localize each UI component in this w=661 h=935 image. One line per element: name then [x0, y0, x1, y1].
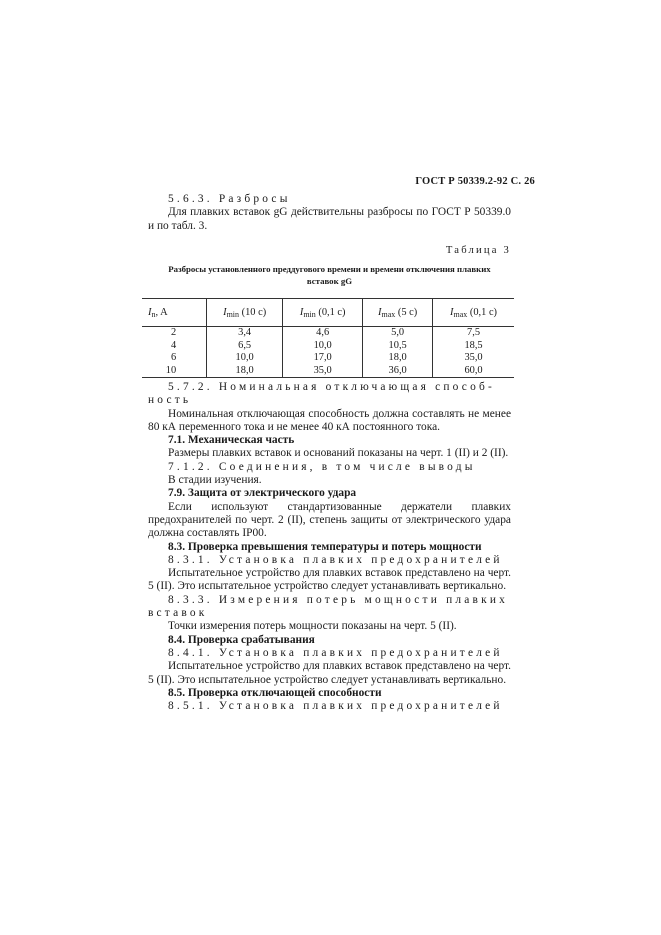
table-label: Таблица 3	[445, 244, 511, 256]
paragraph: В стадии изучения.	[168, 474, 262, 487]
column-header-text: (0,1 с)	[467, 306, 498, 318]
section-heading: 5.7.2. Номинальная отключающая способ-	[168, 381, 495, 393]
current-symbol: I	[148, 306, 152, 318]
section-5-6-3	[148, 193, 511, 287]
body-text	[148, 381, 511, 713]
table-cell: 5,0	[363, 327, 433, 340]
table-cell: 6,5	[207, 340, 283, 353]
table-body	[142, 327, 514, 378]
section-heading-continuation: ность	[148, 394, 192, 407]
column-header	[142, 299, 207, 327]
section-heading: 8.5.1. Установка плавких предохранителей	[168, 700, 503, 713]
column-header	[433, 299, 514, 327]
table-cell: 2	[170, 327, 177, 338]
table-row	[142, 352, 514, 365]
section-heading: 8.3.3. Измерения потерь мощности плавких	[168, 593, 509, 606]
current-symbol: I	[450, 306, 454, 318]
section-heading: 8.4.1. Установка плавких предохранителей	[168, 646, 503, 659]
table-cell: 10,0	[283, 340, 363, 353]
table-cell: 18,0	[207, 365, 283, 378]
section-heading: 8.3. Проверка превышения температуры и потерь мощности	[168, 540, 482, 553]
table-cell: 60,0	[433, 365, 514, 378]
current-subscript: max	[381, 309, 396, 319]
column-header	[283, 299, 363, 327]
paragraph: Размеры плавких вставок и оснований показаны на черт. 1 (II) и 2 (II).	[168, 447, 509, 460]
table-cell: 7,5	[433, 327, 514, 340]
table-cell: 10,5	[363, 340, 433, 353]
current-subscript: n	[151, 309, 156, 319]
column-header	[207, 299, 283, 327]
table-row	[142, 340, 514, 353]
paragraph: Испытательное устройство для плавких вставок представлено на черт. 5 (II). Это испытательное устройство следует устанавливать вертикально.	[148, 660, 511, 686]
column-header	[363, 299, 433, 327]
table-cell: 4,6	[283, 327, 363, 340]
table-cell: 35,0	[433, 352, 514, 365]
section-heading: 8.3.1. Установка плавких предохранителей	[168, 553, 503, 566]
data-table	[142, 298, 514, 378]
paragraph: Точки измерения потерь мощности показаны на черт. 5 (II).	[168, 620, 457, 633]
section-heading: 7.9. Защита от электрического удара	[168, 487, 357, 500]
paragraph: Номинальная отключающая способность должна составлять не менее 80 кА переменного тока и не менее 40 кА постоянного тока.	[148, 407, 511, 433]
table-cell: 18,5	[433, 340, 514, 353]
section-heading: 8.5. Проверка отключающей способности	[168, 686, 382, 699]
column-header-text: , A	[155, 306, 168, 318]
current-symbol: I	[299, 306, 304, 318]
paragraph: Испытательное устройство для плавких вставок представлено на черт. 5 (II). Это испытательное устройство следует устанавливать вертикально.	[148, 567, 511, 593]
table-cell: 3,4	[207, 327, 283, 340]
table-row	[142, 327, 514, 340]
column-header-text: (0,1 с)	[315, 306, 346, 318]
column-header-text: (10 с)	[239, 306, 267, 318]
table-cell: 10,0	[207, 352, 283, 365]
current-subscript: max	[453, 309, 468, 319]
section-heading: 7.1. Механическая часть	[168, 434, 295, 447]
current-subscript: min	[303, 309, 316, 319]
table-cell: 4	[170, 339, 177, 351]
table-title: Разбросы установленного преддугового времени и времени отключения плавких вставок gG	[168, 264, 491, 287]
paragraph: Если используют стандартизованные держатели плавких предохранителей по черт. 2 (II), степень защиты от электрического удара должна составлять IP00.	[148, 500, 511, 540]
current-symbol: I	[378, 306, 382, 318]
section-heading: 7.1.2. Соединения, в том числе выводы	[168, 460, 476, 473]
section-heading-continuation: вставок	[148, 607, 208, 620]
paragraph: Для плавких вставок gG действительны разбросы по ГОСТ Р 50339.0 и по табл. 3.	[148, 206, 511, 232]
table-row	[142, 365, 514, 378]
table-cell: 6	[170, 352, 177, 363]
table-cell: 10	[142, 365, 207, 378]
section-heading: 5.6.3. Разбросы	[168, 193, 291, 205]
table-header-row	[142, 299, 514, 327]
page-header: ГОСТ Р 50339.2-92 С. 26	[415, 176, 535, 187]
table-cell: 36,0	[363, 365, 433, 378]
table-cell: 18,0	[363, 352, 433, 365]
section-heading: 8.4. Проверка срабатывания	[168, 633, 315, 646]
current-symbol: I	[223, 306, 227, 318]
table-cell: 35,0	[283, 365, 363, 378]
table-cell: 17,0	[283, 352, 363, 365]
current-subscript: min	[226, 309, 240, 319]
column-header-text: (5 с)	[395, 306, 418, 318]
